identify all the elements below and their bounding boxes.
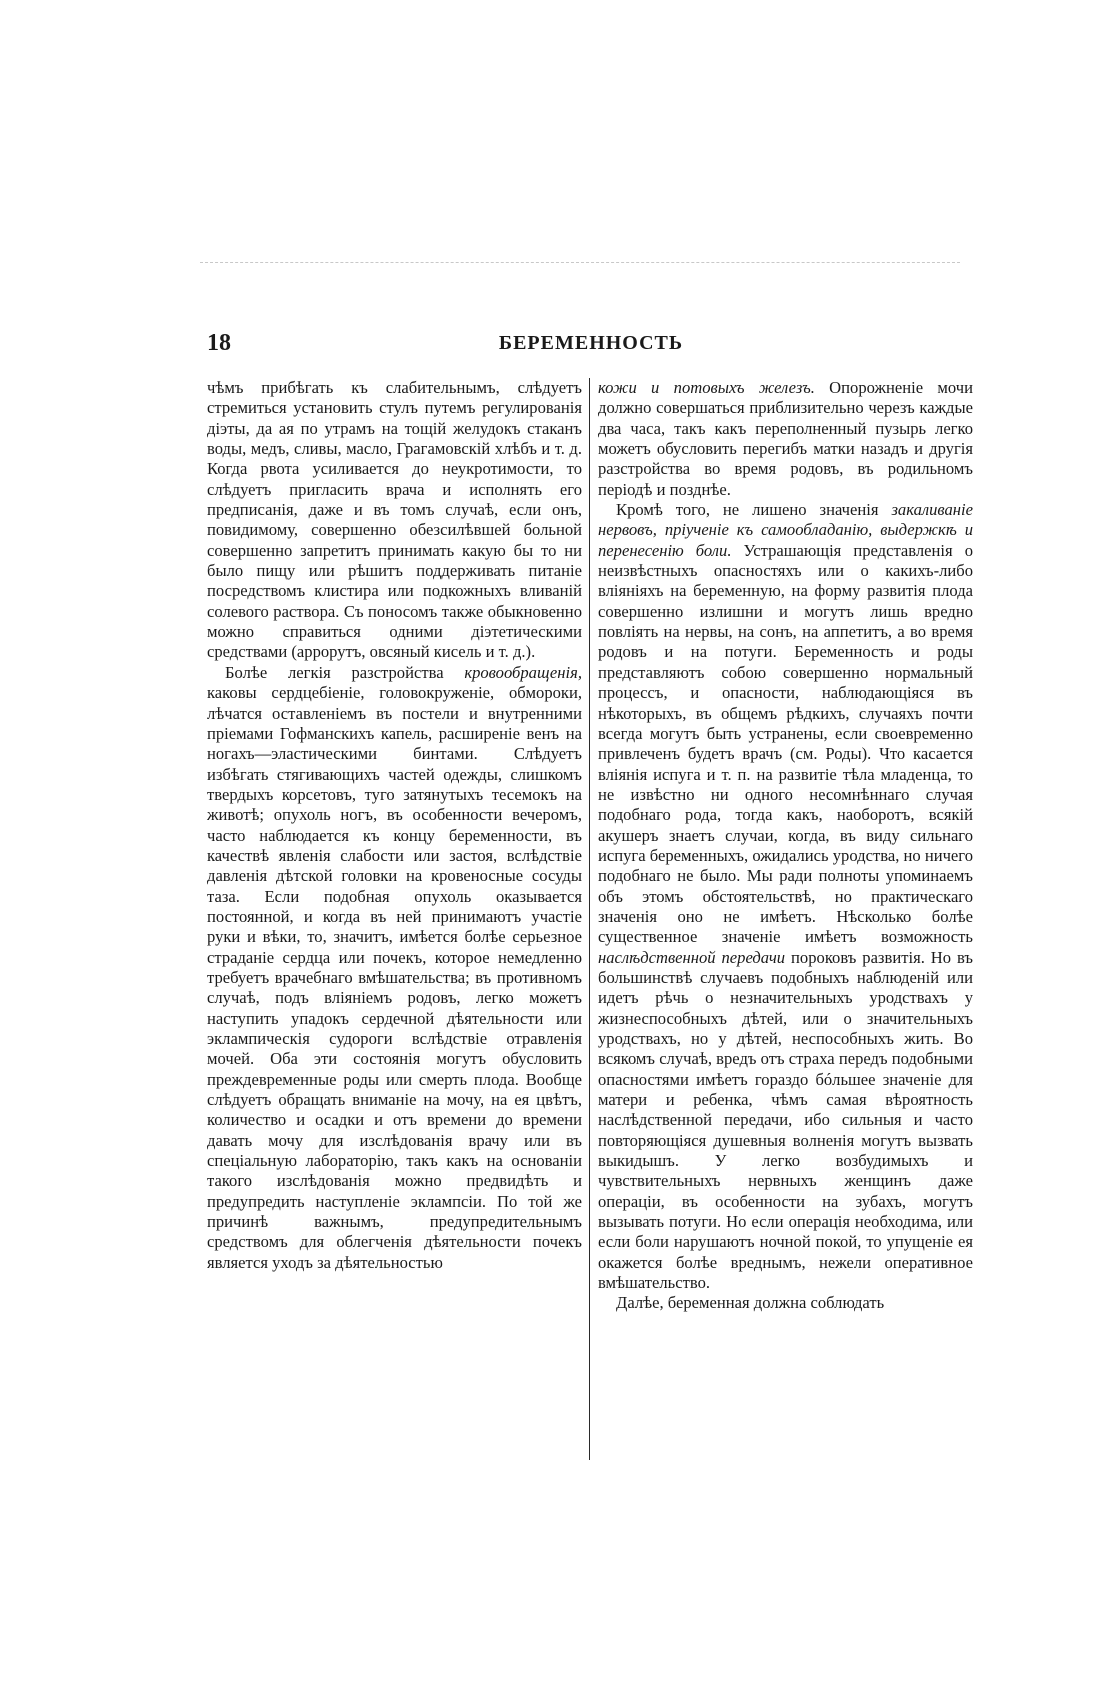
right-column bbox=[598, 378, 973, 1314]
left-column bbox=[207, 378, 582, 1273]
running-head: БЕРЕМЕННОСТЬ bbox=[498, 332, 684, 354]
text-run: каковы сердцебіеніе, головокруженіе, обмороки, лѣчатся оставленіемъ въ постели и внутренними пріемами Гофманскихъ капель, расширеніе венъ на ногахъ—эластическими бинтами. Слѣдуетъ избѣгать стягивающихъ частей одежды, слишкомъ твердыхъ корсетовъ, туго затянутыхъ тесемокъ на животѣ; опухоль ногъ, въ особенности вечеромъ, часто наблюдается къ концу беременности, въ качествѣ явленія слабости или застоя, вслѣдствіе давленія дѣтской головки на кровеносные сосуды таза. Если подобная опухоль оказывается постоянной, и когда въ ней принимаютъ участіе руки и вѣки, то, значитъ, имѣется болѣе серьезное страданіе сердца или почекъ, которое немедленно требуетъ врачебнаго вмѣшательства; въ противномъ случаѣ, подъ вліяніемъ родовъ, легко можетъ наступить упадокъ сердечной дѣятельности или эклампическія судороги вслѣдствіе отравленія мочей. Оба эти состоянія могутъ обусловить преждевременные роды или смерть плода. Вообще слѣдуетъ обращать вниманіе на мочу, на ея цвѣтъ, количество и осадки и отъ времени до времени давать мочу для изслѣдованія врачу или въ спеціальную лабораторію, такъ какъ на основаніи такого изслѣдованія можно предвидѣть и предупредить наступленіе эклампсіи. По той же причинѣ важнымъ, предупредительнымъ средствомъ для облегченія дѣятельности почекъ является уходъ за дѣятельностью bbox=[207, 683, 582, 1272]
paragraph: Далѣе, беременная должна соблюдать bbox=[616, 1293, 885, 1313]
italic-term: кровообращенія, bbox=[464, 662, 582, 682]
scan-edge-line bbox=[200, 262, 960, 263]
italic-term: закаливаніе нервовъ, пріученіе къ самообладанію, выдержкѣ и перенесенію боли. bbox=[598, 500, 973, 560]
page-header bbox=[207, 330, 975, 370]
column-divider bbox=[589, 378, 590, 1460]
page-number: 18 bbox=[207, 330, 231, 356]
text-run: пороковъ развитія. Но въ большинствѣ случаевъ подобныхъ наблюденій или идетъ рѣчь о незначительныхъ уродствахъ у жизнеспособныхъ дѣтей, или о значительныхъ уродствахъ, но у дѣтей, неспособныхъ жить. Во всякомъ случаѣ, вредъ отъ страха передъ подобными опасностями имѣетъ гораздо бóльшее значеніе для матери и ребенка, чѣмъ самая вѣроятность наслѣдственной передачи, ибо сильныя и часто повторяющіяся душевныя волненія могутъ вызвать выкидышъ. У легко возбудимыхъ и чувствительныхъ нервныхъ женщинъ даже операціи, въ особенности на зубахъ, могутъ вызывать потуги. Но если операція необходима, или если боли нарушаютъ ночной покой, то упущеніе ея окажется болѣе вреднымъ, нежели оперативное вмѣшательство. bbox=[598, 947, 974, 1293]
italic-term: наслѣдственной передачи bbox=[598, 947, 786, 967]
text-run: Устрашающія представленія о неизвѣстныхъ опасностяхъ или о какихъ-либо вліяніяхъ на беременную, на форму развитія плода совершенно излишни и могутъ лишь вредно повліять на нервы, на сонъ, на аппетитъ, а во время родовъ и на потуги. Беременность и роды представляютъ собою совершенно нормальный процессъ, и опасности, наблюдающіяся въ нѣкоторыхъ, въ общемъ рѣдкихъ, случаяхъ почти всегда могутъ быть устранены, если своевременно привлеченъ будетъ врачъ (см. Роды). Что касается вліянія испуга и т. п. на развитіе тѣла младенца, то не извѣстно ни одного несомнѣннаго случая подобнаго рода, тогда какъ, наоборотъ, всякій акушеръ знаетъ случаи, когда, въ виду сильнаго испуга беременныхъ, ожидались уродства, но ничего подобнаго не было. Мы ради полноты упоминаемъ объ этомъ обстоятельствѣ, но практическаго значенія оно не имѣетъ. Нѣсколько болѣе существенное значеніе имѣетъ возможность bbox=[598, 540, 973, 947]
paragraph bbox=[598, 500, 973, 1293]
italic-term: кожи и потовыхъ железъ. bbox=[598, 378, 815, 397]
text-run: Кромѣ того, не лишено значенія bbox=[616, 500, 879, 520]
paragraph: чѣмъ прибѣгать къ слабительнымъ, слѣдуетъ стремиться установить стулъ путемъ регулированія діэты, да ая по утрамъ на тощій желудокъ стаканъ воды, медъ, сливы, масло, Грагамовскій хлѣбъ и т. д. Когда рвота усиливается до неукротимости, то слѣдуетъ пригласить врача и исполнять его предписанія, даже и въ томъ случаѣ, если онъ, повидимому, совершенно обезсилѣвшей больной совершенно запретитъ принимать какую бы то ни было пищу или рѣшитъ поддерживать питаніе посредствомъ клистира или подкожныхъ вливаній солевого раствора. Съ поносомъ также обыкновенно можно справиться одними діэтетическими средствами (аррорутъ, овсяный кисель и т. д.). bbox=[207, 378, 582, 662]
paragraph bbox=[207, 663, 582, 1273]
text-run: Опорожненіе мочи должно совершаться приблизительно черезъ каждые два часа, такъ какъ переполненный пузырь легко можетъ обусловить перегибъ матки назадъ и другія разстройства во время родовъ, въ родильномъ періодѣ и позднѣе. bbox=[598, 378, 973, 499]
paragraph bbox=[598, 378, 973, 500]
text-run: Болѣе легкія разстройства bbox=[225, 662, 444, 682]
